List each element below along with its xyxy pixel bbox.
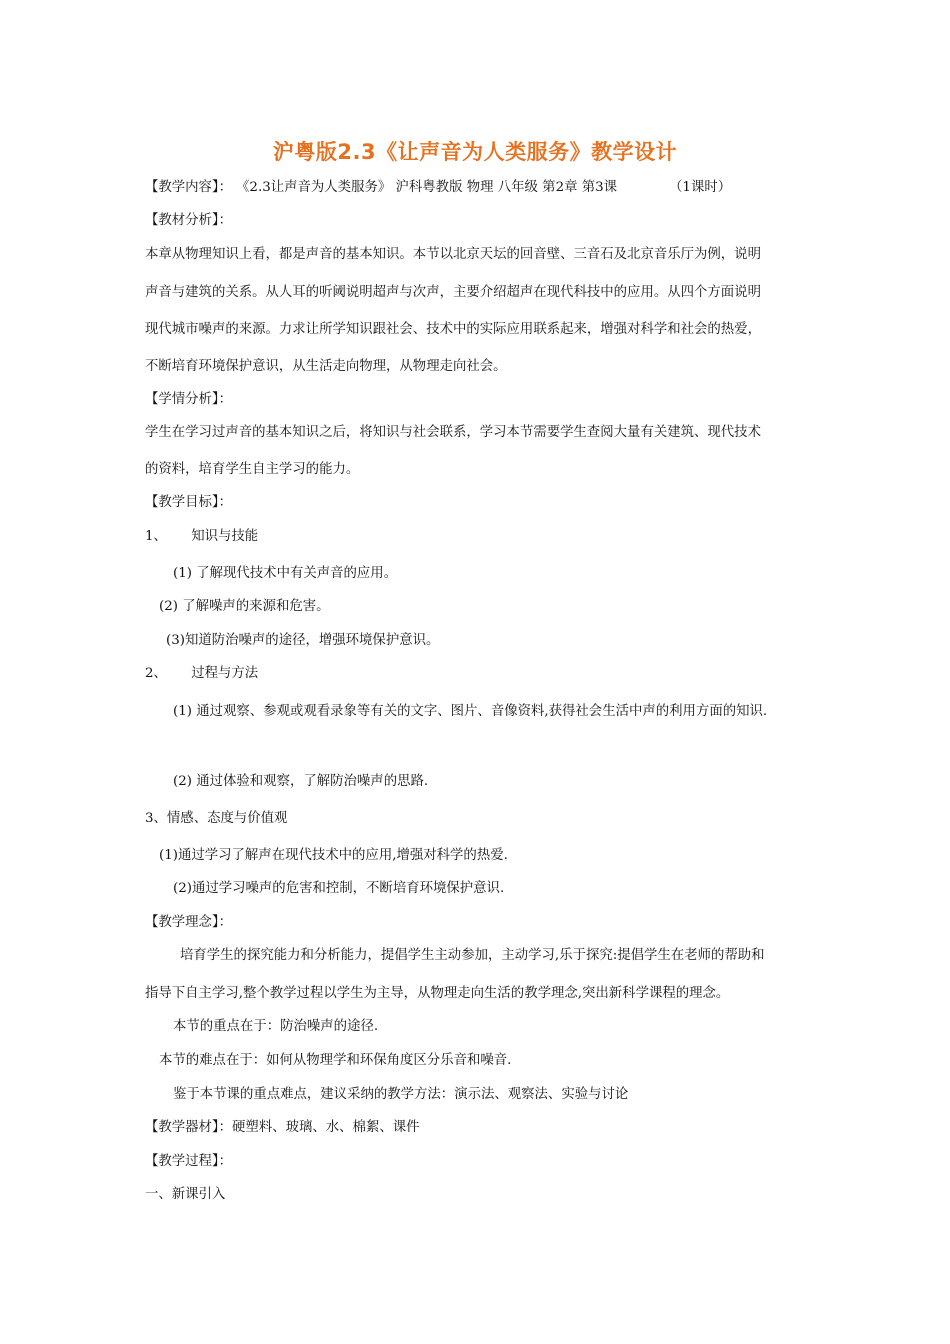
textbook-analysis-heading: 【教材分析】： — [145, 213, 233, 228]
textbook-analysis-line: 不断培育环境保护意识，从生活走向物理，从物理走向社会。 — [145, 359, 507, 374]
difficulty: 本节的难点在于：如何从物理学和环保角度区分乐音和噪音. — [159, 1053, 512, 1068]
student-analysis-line: 的资料，培育学生自主学习的能力。 — [145, 462, 360, 477]
goal1-item: (2) 了解噪声的来源和危害。 — [159, 599, 330, 614]
goal2-title: 过程与方法 — [191, 666, 259, 681]
goals-heading: 【教学目标】： — [145, 495, 233, 510]
concept-heading: 【教学理念】： — [145, 915, 233, 930]
goal3-item: (1)通过学习了解声在现代技术中的应用,增强对科学的热爱. — [159, 848, 508, 863]
document-title: 沪粤版2.3《让声音为人类服务》教学设计 — [272, 140, 678, 164]
goal1-item: (3)知道防治噪声的途径，增强环境保护意识。 — [166, 633, 440, 648]
equipment: 【教学器材】：硬塑料、玻璃、水、棉絮、课件 — [145, 1120, 420, 1135]
goal2-item: (2) 通过体验和观察，了解防治噪声的思路. — [173, 774, 429, 789]
student-analysis-line: 学生在学习过声音的基本知识之后，将知识与社会联系，学习本节需要学生查阅大量有关建筑、现代技术 — [145, 425, 761, 440]
goal1-row — [145, 528, 258, 546]
goal3-item: (2)通过学习噪声的危害和控制，不断培育环境保护意识. — [173, 881, 505, 896]
key-point: 本节的重点在于：防治噪声的途径. — [173, 1019, 379, 1034]
teaching-content-label: 【教学内容】： — [145, 180, 233, 195]
goal1-item: (1) 了解现代技术中有关声音的应用。 — [173, 566, 398, 581]
goal3-title: 3、情感、态度与价值观 — [145, 811, 288, 826]
goal2-number: 2、 — [145, 666, 167, 681]
goal1-number: 1、 — [145, 529, 167, 544]
textbook-analysis-line: 声音与建筑的关系。从人耳的听阈说明超声与次声，主要介绍超声在现代科技中的应用。从四个方面说明 — [145, 285, 761, 300]
textbook-analysis-line: 现代城市噪声的来源。力求让所学知识跟社会、技术中的实际应用联系起来，增强对科学和社会的热爱， — [145, 322, 761, 337]
process-first-step: 一、新课引入 — [145, 1187, 226, 1202]
teaching-content-row — [145, 179, 731, 197]
goal1-title: 知识与技能 — [191, 529, 259, 544]
goal2-item: (1) 通过观察、参观或观看录象等有关的文字、图片、音像资料,获得社会生活中声的利用方面的知识. — [173, 704, 768, 719]
teaching-methods: 鉴于本节课的重点难点，建议采纳的教学方法：演示法、观察法、实验与讨论 — [173, 1087, 629, 1102]
class-hours: （1课时） — [669, 180, 732, 195]
concept-line: 指导下自主学习,整个教学过程以学生为主导，从物理走向生活的教学理念,突出新科学课程的理念。 — [145, 986, 730, 1001]
goal2-row — [145, 665, 258, 683]
student-analysis-heading: 【学情分析】： — [145, 392, 233, 407]
textbook-analysis-line: 本章从物理知识上看，都是声音的基本知识。本节以北京天坛的回音壁、三音石及北京音乐厅为例，说明 — [145, 247, 761, 262]
process-heading: 【教学过程】： — [145, 1154, 233, 1169]
teaching-content-value: 《2.3让声音为人类服务》 沪科粤教版 物理 八年级 第2章 第3课 — [236, 180, 618, 195]
concept-line: 培育学生的探究能力和分析能力，提倡学生主动参加，主动学习,乐于探究:提倡学生在老师的帮助和 — [180, 948, 765, 963]
